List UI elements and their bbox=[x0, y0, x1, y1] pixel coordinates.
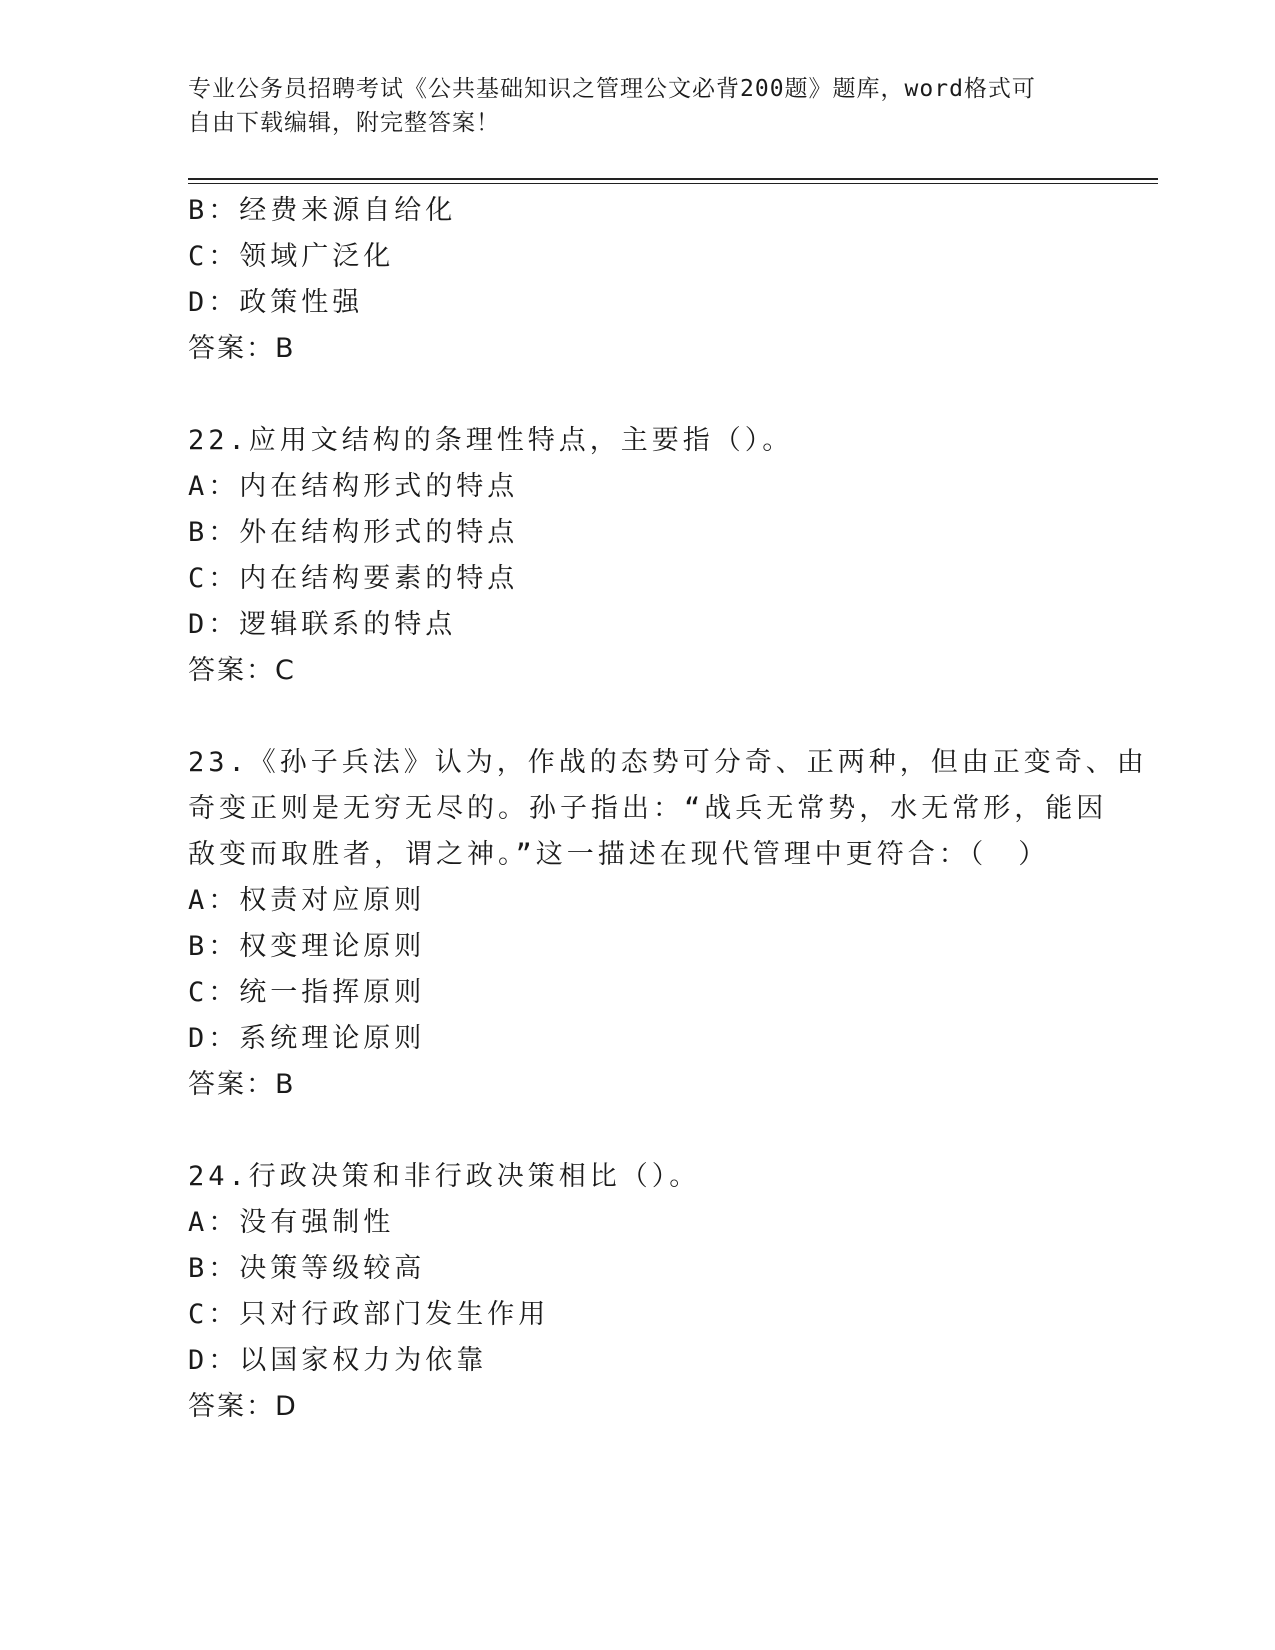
question-text: 24.行政决策和非行政决策相比（）。 bbox=[188, 1161, 701, 1192]
header-line-1: 专业公务员招聘考试《公共基础知识之管理公文必背200题》题库，word格式可 bbox=[188, 76, 1036, 102]
answer: 答案：B bbox=[188, 333, 296, 364]
option-c: C：领域广泛化 bbox=[188, 241, 395, 272]
spacer bbox=[188, 372, 1088, 418]
option-a: A：内在结构形式的特点 bbox=[188, 471, 519, 502]
question-list bbox=[188, 188, 1148, 1430]
question-text-line-2: 奇变正则是无穷无尽的。孙子指出：“战兵无常势，水无常形，能因 bbox=[188, 793, 1108, 824]
option-a: A：权责对应原则 bbox=[188, 885, 426, 916]
option-d: D：政策性强 bbox=[188, 287, 364, 318]
answer: 答案：B bbox=[188, 1069, 296, 1100]
option-c: C：统一指挥原则 bbox=[188, 977, 426, 1008]
option-c: C：内在结构要素的特点 bbox=[188, 563, 519, 594]
option-d: D：系统理论原则 bbox=[188, 1023, 426, 1054]
spacer bbox=[188, 694, 1088, 740]
option-b: B：经费来源自给化 bbox=[188, 195, 457, 226]
question-text: 22.应用文结构的条理性特点，主要指（）。 bbox=[188, 425, 794, 456]
question-23 bbox=[188, 740, 1148, 1108]
option-b: B：决策等级较高 bbox=[188, 1253, 426, 1284]
answer: 答案：D bbox=[188, 1391, 298, 1422]
question-22 bbox=[188, 418, 1088, 694]
header-line-2: 自由下载编辑，附完整答案！ bbox=[188, 110, 500, 136]
document-header bbox=[188, 72, 1068, 140]
option-d: D：逻辑联系的特点 bbox=[188, 609, 457, 640]
question-text-line-3: 敌变而取胜者，谓之神。”这一描述在现代管理中更符合：（ ） bbox=[188, 839, 1050, 870]
answer: 答案：C bbox=[188, 655, 296, 686]
spacer bbox=[188, 1108, 1088, 1154]
option-a: A：没有强制性 bbox=[188, 1207, 395, 1238]
option-b: B：外在结构形式的特点 bbox=[188, 517, 519, 548]
header-divider bbox=[188, 178, 1158, 184]
question-24 bbox=[188, 1154, 1088, 1430]
option-b: B：权变理论原则 bbox=[188, 931, 426, 962]
option-d: D：以国家权力为依靠 bbox=[188, 1345, 488, 1376]
option-c: C：只对行政部门发生作用 bbox=[188, 1299, 550, 1330]
question-21-tail bbox=[188, 188, 1088, 372]
question-text-line-1: 23.《孙子兵法》认为，作战的态势可分奇、正两种，但由正变奇、由 bbox=[188, 747, 1148, 778]
